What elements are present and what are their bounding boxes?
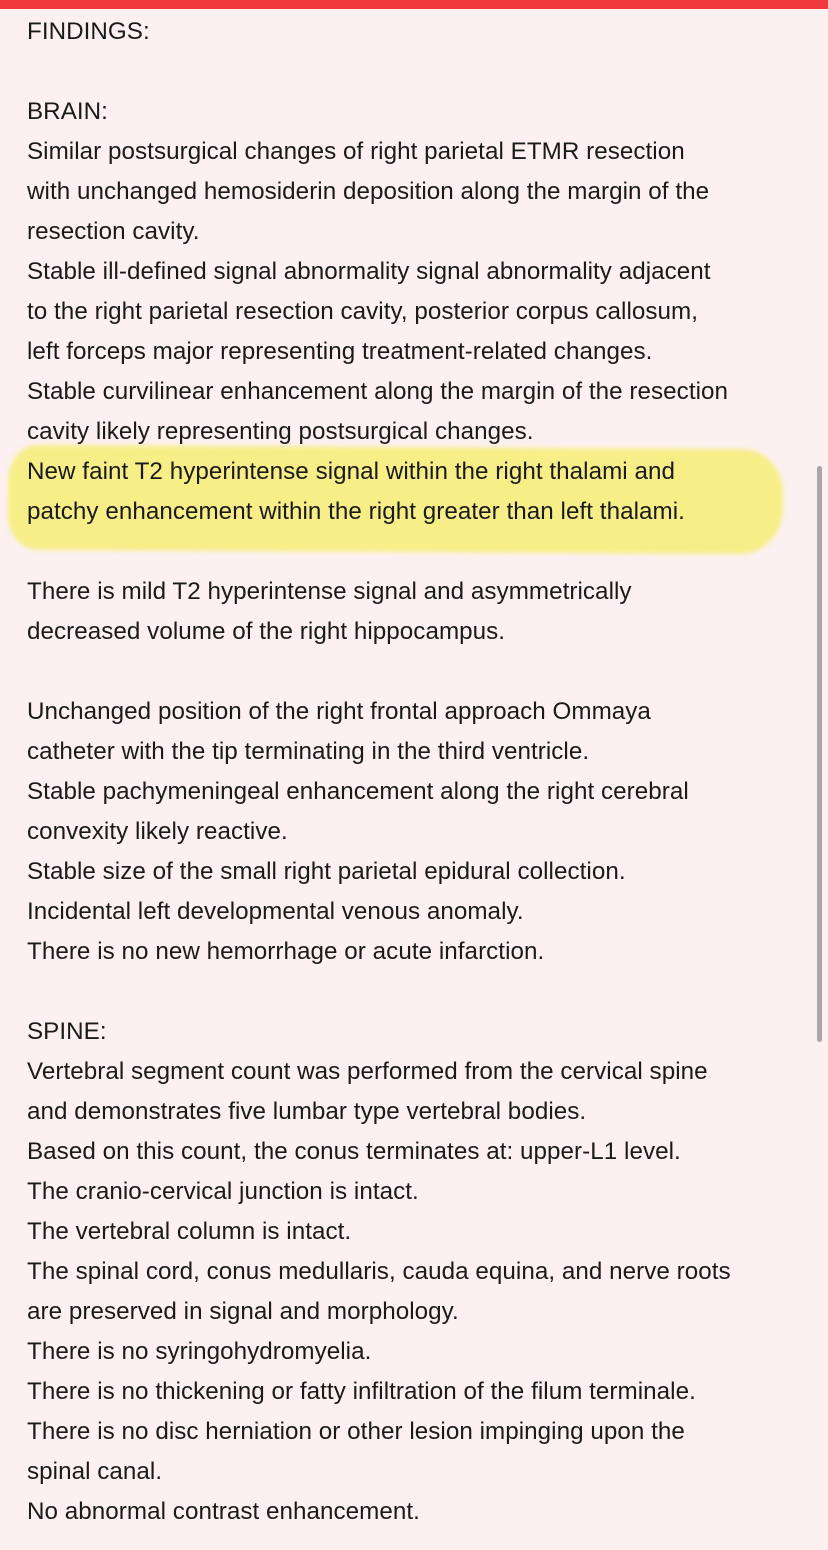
spine-line: There is no disc herniation or other lesion impinging upon the bbox=[27, 1418, 685, 1445]
spacer bbox=[27, 532, 812, 572]
brain-line: Stable curvilinear enhancement along the margin of the resection bbox=[27, 378, 729, 405]
spine-line: The vertebral column is intact. bbox=[27, 1218, 352, 1245]
highlighted-line: New faint T2 hyperintense signal within the right thalami and bbox=[27, 458, 675, 485]
catheter-line: Stable pachymeningeal enhancement along the right cerebral bbox=[27, 778, 689, 805]
catheter-line: Unchanged position of the right frontal approach Ommaya bbox=[27, 698, 651, 725]
spacer bbox=[27, 652, 812, 692]
catheter-line: Stable size of the small right parietal epidural collection. bbox=[27, 858, 626, 885]
hippocampus-line: decreased volume of the right hippocampus. bbox=[27, 618, 506, 645]
report-text bbox=[27, 12, 812, 1532]
spine-line: The spinal cord, conus medullaris, cauda equina, and nerve roots bbox=[27, 1258, 731, 1285]
brain-line: with unchanged hemosiderin deposition along the margin of the bbox=[27, 178, 710, 205]
brain-heading: BRAIN: bbox=[27, 98, 108, 125]
spine-line: are preserved in signal and morphology. bbox=[27, 1298, 459, 1325]
brain-line: to the right parietal resection cavity, posterior corpus callosum, bbox=[27, 298, 698, 325]
catheter-line: Incidental left developmental venous anomaly. bbox=[27, 898, 524, 925]
brain-line: Stable ill-defined signal abnormality signal abnormality adjacent bbox=[27, 258, 711, 285]
scrollbar-thumb[interactable] bbox=[817, 466, 822, 1042]
spine-line: There is no thickening or fatty infiltration of the filum terminale. bbox=[27, 1378, 696, 1405]
spacer bbox=[27, 52, 812, 92]
spine-line: The cranio-cervical junction is intact. bbox=[27, 1178, 419, 1205]
catheter-line: convexity likely reactive. bbox=[27, 818, 288, 845]
spacer bbox=[27, 972, 812, 1012]
spine-line: spinal canal. bbox=[27, 1458, 163, 1485]
spine-heading: SPINE: bbox=[27, 1018, 107, 1045]
catheter-line: catheter with the tip terminating in the third ventricle. bbox=[27, 738, 590, 765]
catheter-line: There is no new hemorrhage or acute infarction. bbox=[27, 938, 545, 965]
spine-line: No abnormal contrast enhancement. bbox=[27, 1498, 420, 1525]
brain-line: left forceps major representing treatment-related changes. bbox=[27, 338, 653, 365]
spine-line: Based on this count, the conus terminates at: upper-L1 level. bbox=[27, 1138, 681, 1165]
brain-line: cavity likely representing postsurgical changes. bbox=[27, 418, 534, 445]
findings-heading: FINDINGS: bbox=[27, 18, 150, 45]
spine-line: There is no syringohydromyelia. bbox=[27, 1338, 372, 1365]
hippocampus-line: There is mild T2 hyperintense signal and asymmetrically bbox=[27, 578, 632, 605]
brain-line: Similar postsurgical changes of right parietal ETMR resection bbox=[27, 138, 685, 165]
brain-line: resection cavity. bbox=[27, 218, 200, 245]
spine-line: and demonstrates five lumbar type vertebral bodies. bbox=[27, 1098, 587, 1125]
highlighted-line: patchy enhancement within the right greater than left thalami. bbox=[27, 498, 685, 525]
spine-line: Vertebral segment count was performed from the cervical spine bbox=[27, 1058, 708, 1085]
top-accent-bar bbox=[0, 0, 828, 9]
